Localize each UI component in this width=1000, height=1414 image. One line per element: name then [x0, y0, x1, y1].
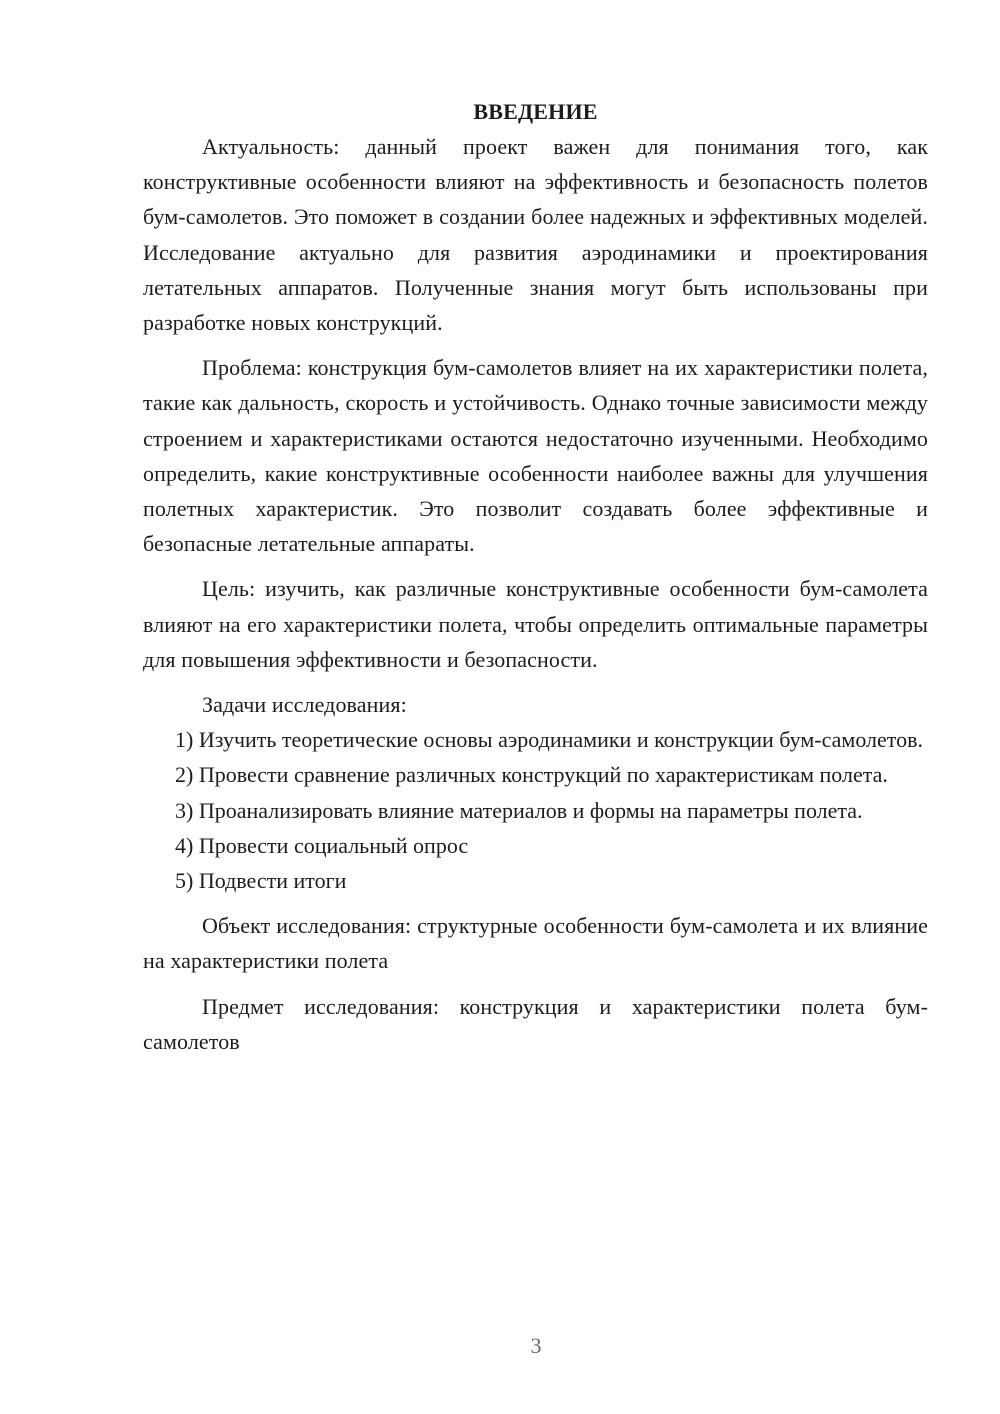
list-item: 5) Подвести итоги [175, 868, 347, 894]
list-item: 1) Изучить теоретические основы аэродинамики и конструкции бум-самолетов. [175, 727, 923, 753]
paragraph-goal: Цель: изучить, как различные конструктивные особенности бум-самолета влияют на его характеристики полета, чтобы определить оптимальные параметры для повышения эффективности и безопасности. [143, 576, 928, 672]
list-item: 2) Провести сравнение различных конструкций по характеристикам полета. [175, 762, 888, 788]
paragraph-problem: Проблема: конструкция бум-самолетов влияет на их характеристики полета, такие как дальность, скорость и устойчивость. Однако точные зависимости между строением и характеристиками остаются недостаточно изученными. Необходимо определить, какие конструктивные особенности наиболее важны для улучшения полетных характеристик. Это позволит создавать более эффективные и безопасные летательные аппараты. [143, 355, 928, 557]
page-title: ВВЕДЕНИЕ [473, 99, 598, 124]
page-number: 3 [530, 1333, 542, 1358]
list-item: 4) Провести социальный опрос [175, 832, 469, 858]
paragraph-subject: Предмет исследования: конструкция и характеристики полета бум-самолетов [143, 993, 928, 1054]
paragraph-relevance: Актуальность: данный проект важен для понимания того, как конструктивные особенности влияют на эффективность и безопасность полетов бум-самолетов. Это поможет в создании более надежных и эффективных моделей. Исследование актуально для развития аэродинамики и проектирования летательных аппаратов. Полученные знания могут быть использованы при разработке новых конструкций. [143, 134, 928, 336]
document-page [143, 94, 928, 1059]
tasks-heading: Задачи исследования: [202, 692, 407, 718]
list-item: 3) Проанализировать влияние материалов и формы на параметры полета. [175, 797, 863, 823]
paragraph-object: Объект исследования: структурные особенности бум-самолета и их влияние на характеристики полета [143, 913, 928, 974]
